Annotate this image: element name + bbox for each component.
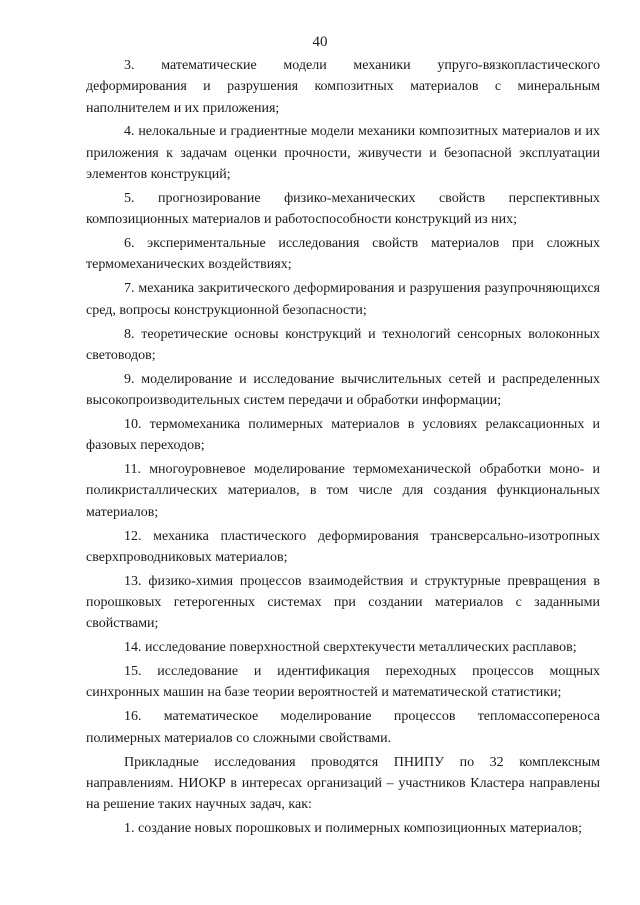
list-item-6: 6. экспериментальные исследования свойств материалов при сложных термомеханических воздействиях;	[86, 236, 600, 273]
list-item-5: 5. прогнозирование физико-механических свойств перспективных композиционных материалов и работоспособности конструкций из них;	[86, 190, 600, 228]
list-item-13: 13. физико-химия процессов взаимодействия и структурные превращения в порошковых гетерогенных системах при создании материалов с заданными свойствами;	[86, 573, 600, 632]
document-body	[86, 55, 600, 842]
list-item-3: 3. математические модели механики упруго-вязкопластического деформирования и разрушения композитных материалов с минеральным наполнителем и их приложения;	[86, 58, 600, 116]
applied-list-item-1: 1. создание новых порошковых и полимерных композиционных материалов;	[124, 821, 583, 836]
list-item-14: 14. исследование поверхностной сверхтекучести металлических расплавов;	[124, 640, 577, 656]
page-number: 40	[312, 34, 328, 50]
list-item-7: 7. механика закритического деформирования и разрушения разупрочняющихся сред, вопросы конструкционной безопасности;	[86, 281, 600, 318]
list-item-9: 9. моделирование и исследование вычислительных сетей и распределенных высокопроизводительных систем передачи и обработки информации;	[86, 371, 600, 409]
list-item-11: 11. многоуровневое моделирование термомеханической обработки моно- и поликристаллических материалов, в том числе для создания функциональных материалов;	[86, 462, 600, 520]
list-item-4: 4. нелокальные и градиентные модели механики композитных материалов и их приложения к задачам оценки прочности, живучести и безопасной эксплуатации элементов конструкций;	[86, 124, 600, 183]
body-paragraph-applied-research: Прикладные исследования проводятся ПНИПУ по 32 комплексным направлениям. НИОКР в интересах организаций – участников Кластера направлены на решение таких научных задач, как:	[86, 754, 600, 813]
list-item-15: 15. исследование и идентификация переходных процессов мощных синхронных машин на базе теории вероятностей и математической статистики;	[86, 664, 600, 701]
list-item-16: 16. математическое моделирование процессов тепломассопереноса полимерных материалов со сложными свойствами.	[86, 709, 600, 746]
list-item-12: 12. механика пластического деформирования трансверсально-изотропных сверхпроводниковых материалов;	[86, 528, 600, 565]
list-item-10: 10. термомеханика полимерных материалов в условиях релаксационных и фазовых переходов;	[86, 416, 600, 454]
list-item-8: 8. теоретические основы конструкций и технологий сенсорных волоконных световодов;	[86, 326, 600, 363]
